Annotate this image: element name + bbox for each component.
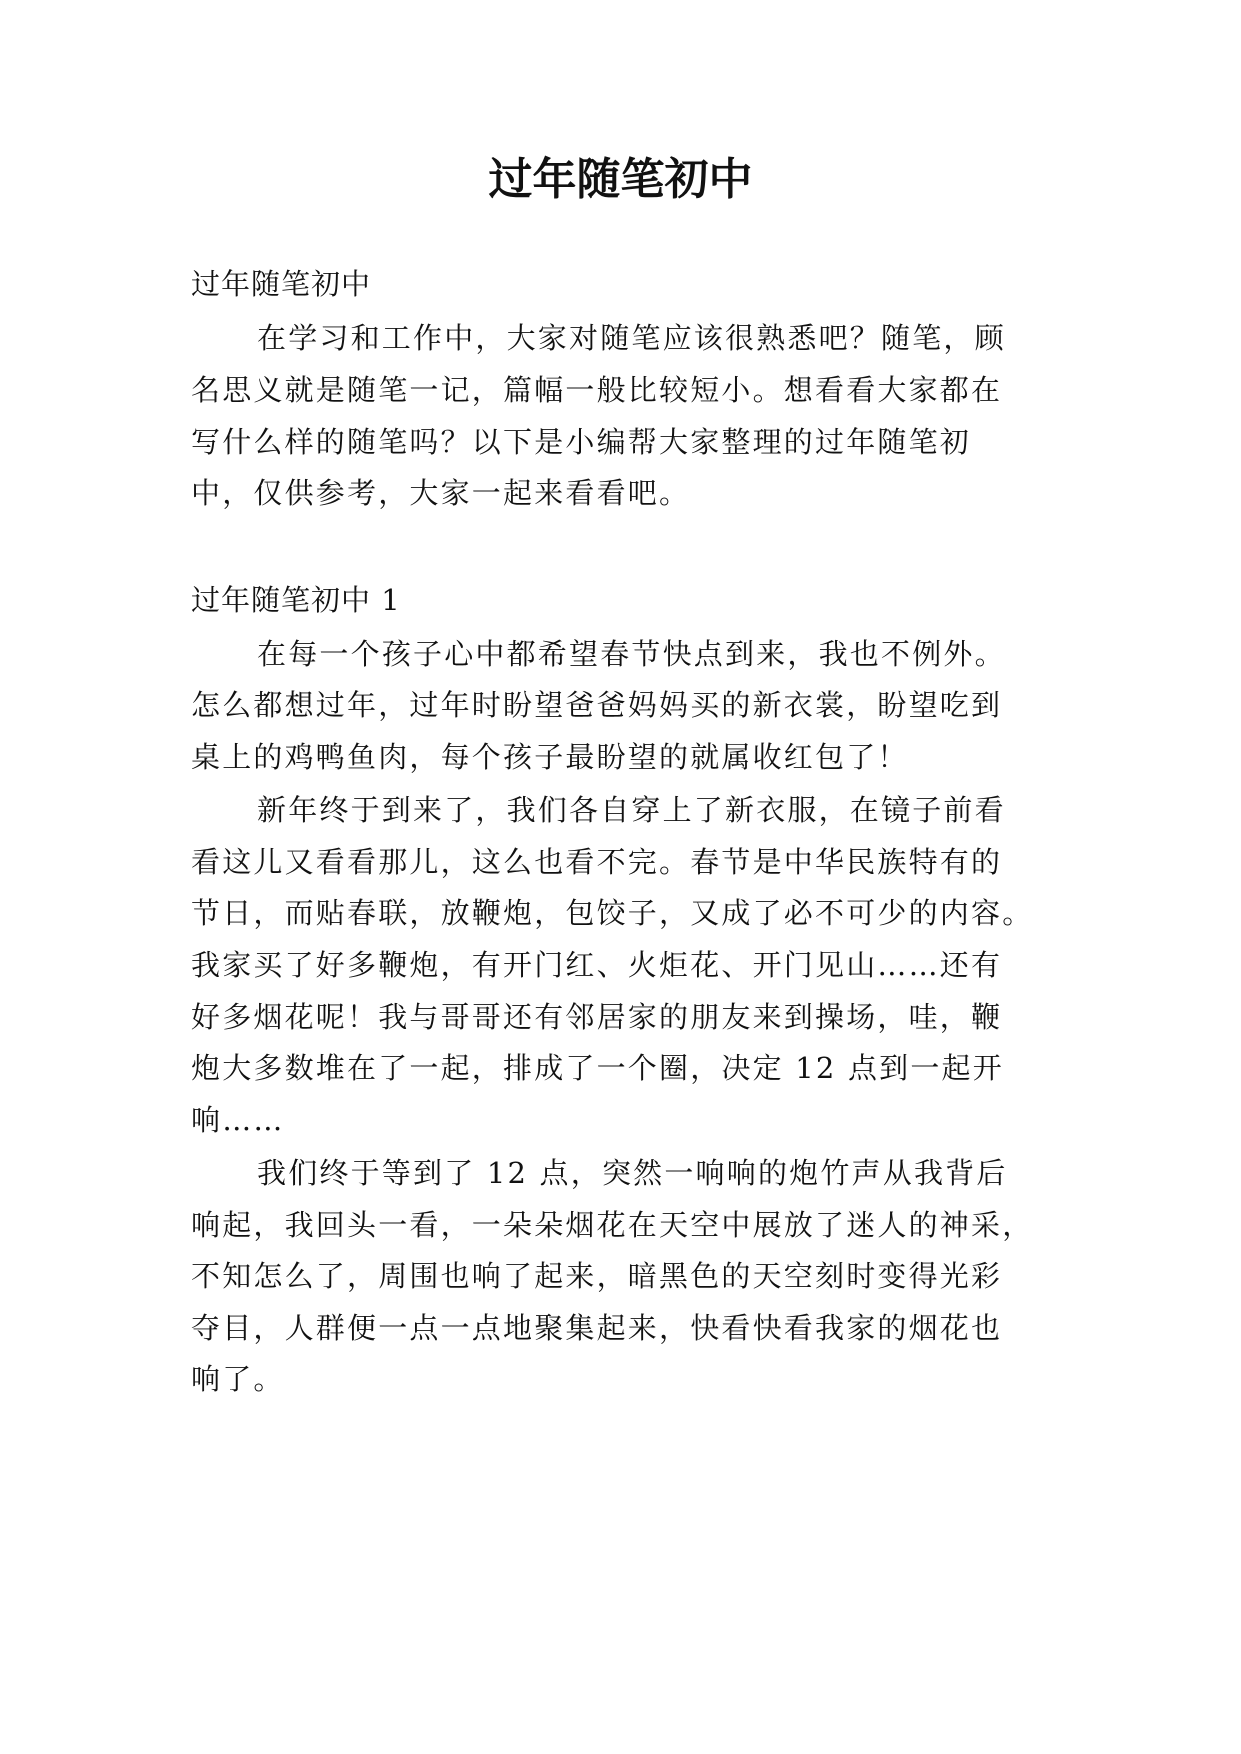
text-line: 我们终于等到了 12 点，突然一响响的炮竹声从我背后 xyxy=(257,1156,1008,1190)
text-line: 在每一个孩子心中都希望春节快点到来，我也不例外。 xyxy=(257,637,1006,671)
text-line: 炮大多数堆在了一起，排成了一个圈，决定 12 点到一起开 xyxy=(191,1051,1004,1085)
intro-heading: 过年随笔初中 xyxy=(191,267,372,301)
document-title: 过年随笔初中 xyxy=(488,154,753,205)
text-line: 名思义就是随笔一记，篇幅一般比较短小。想看看大家都在 xyxy=(191,373,1003,407)
text-line: 我家买了好多鞭炮，有开门红、火炬花、开门见山……还有 xyxy=(191,948,1003,982)
text-line: 好多烟花呢！我与哥哥还有邻居家的朋友来到操场，哇，鞭 xyxy=(191,1000,1003,1034)
text-line: 节日，而贴春联，放鞭炮，包饺子，又成了必不可少的内容。 xyxy=(191,896,1034,930)
text-line: 看这儿又看看那儿，这么也看不完。春节是中华民族特有的 xyxy=(191,845,1003,879)
text-line: 中，仅供参考，大家一起来看看吧。 xyxy=(191,476,691,510)
text-line: 在学习和工作中，大家对随笔应该很熟悉吧？随笔，顾 xyxy=(257,321,1006,355)
text-line: 响了。 xyxy=(191,1362,285,1396)
text-line: 响起，我回头一看，一朵朵烟花在天空中展放了迷人的神采， xyxy=(191,1208,1034,1242)
text-line: 夺目，人群便一点一点地聚集起来，快看快看我家的烟花也 xyxy=(191,1311,1003,1345)
text-line: 写什么样的随笔吗？以下是小编帮大家整理的过年随笔初 xyxy=(191,425,972,459)
section-heading: 过年随笔初中 1 xyxy=(191,583,401,617)
text-line: 怎么都想过年，过年时盼望爸爸妈妈买的新衣裳，盼望吃到 xyxy=(191,688,1003,722)
text-line: 不知怎么了，周围也响了起来，暗黑色的天空刻时变得光彩 xyxy=(191,1259,1003,1293)
text-line: 桌上的鸡鸭鱼肉，每个孩子最盼望的就属收红包了！ xyxy=(191,740,909,774)
text-line: 响…… xyxy=(191,1103,285,1137)
text-line: 新年终于到来了，我们各自穿上了新衣服，在镜子前看 xyxy=(257,793,1006,827)
